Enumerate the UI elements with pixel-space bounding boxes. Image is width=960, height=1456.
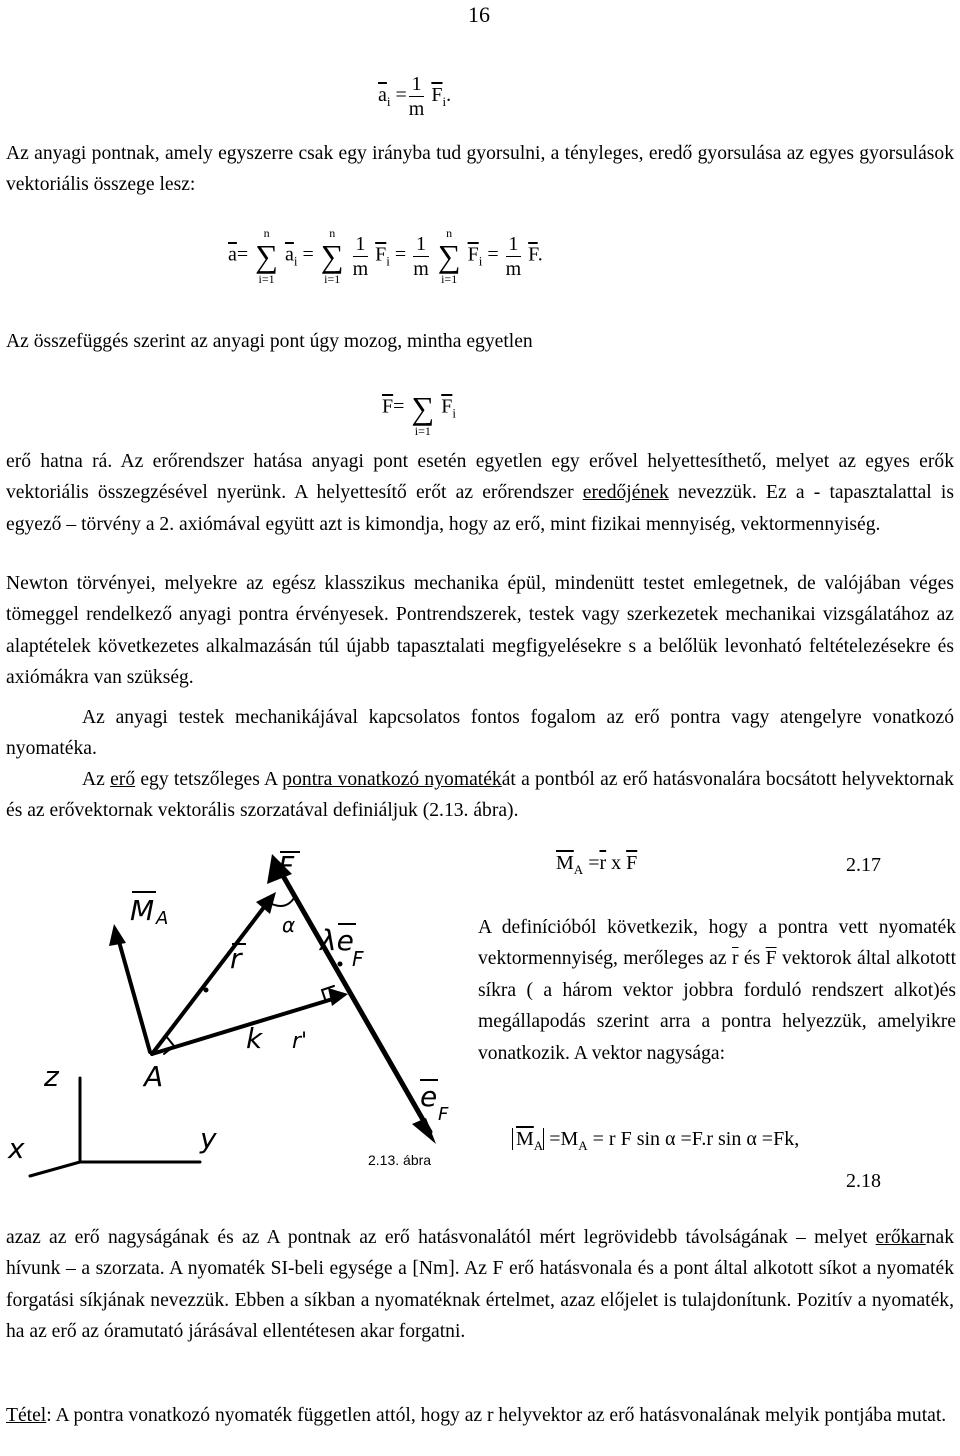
label-A: A: [144, 1060, 164, 1093]
unit-vector-arrowhead: [412, 1118, 436, 1144]
label-e-F-sub: F: [438, 1104, 449, 1125]
label-x: x: [8, 1132, 25, 1165]
equation-number-2-18: 2.18: [846, 1170, 881, 1192]
equation-resultant-force: $\overline{F}=$ ∑ i=1 $\overline{F}_i$: [382, 390, 456, 438]
label-r: r: [230, 942, 242, 975]
equation-2-18: $\overline{M}_A =M_A = r$ F sin α =F.r sin α =Fk,: [512, 1128, 799, 1154]
force-line: [282, 874, 430, 1132]
r-prime-arrowhead: [328, 988, 348, 1006]
paragraph-theorem: Tétel: A pontra vonatkozó nyomaték független attól, hogy az r helyvektor az erő hatásvonalának melyik pontjába mutat.: [6, 1405, 947, 1426]
paragraph-newton-laws: Newton törvényei, melyekre az egész klasszikus mechanika épül, mindenütt testet emlegetnek, de valójában véges tömeggel rendelkező anyagi pontra érvényesek. Pontrendszerek, testek vagy szerkezetek mechanikai vizsgálatához az alaptételek következetes alkalmazásán túl újabb tapasztalati megfigyelésekre s a belőlük levonható feltételezésekre és axiómákra van szükség.: [6, 573, 954, 688]
moment-vector: [118, 938, 150, 1052]
label-F: F: [278, 850, 295, 883]
equation-2-17: $\overline{M}_A =\overline{r}$ x $\overline{F}$: [556, 852, 638, 877]
figure-caption: 2.13. ábra: [368, 1152, 432, 1168]
dot-1: [204, 988, 208, 992]
alpha-arc: [272, 898, 294, 906]
page-number: 16: [468, 2, 490, 27]
label-lambda-F-sub: F: [352, 947, 364, 971]
position-vector-r-prime: [152, 998, 336, 1054]
paragraph-resultant-acceleration: Az anyagi pontnak, amely egyszerre csak egy irányba tud gyorsulni, a tényleges, eredő gyorsulása az egyes gyorsulások vektoriális összege lesz:: [6, 143, 954, 196]
equation-acceleration-sum: $\overline{a}=$ n ∑ i=1 $\overline{a}_i$ = n ∑ i=1 $\frac{1}{m}$ $\overline{F}_i$ = $\frac{1}{m}$ n ∑ i=1 $\overline{F}_i$ = $\frac{1}{m}$ $\overline{F}$.: [228, 226, 543, 286]
label-e: e: [420, 1080, 438, 1113]
paragraph-moment-concept: Az anyagi testek mechanikájával kapcsolatos fontos fogalom az erő pontra vagy atengelyre vonatkozó nyomatéka.: [6, 707, 954, 760]
label-MA: M: [130, 894, 155, 927]
dot-2: [338, 962, 342, 966]
label-z: z: [44, 1060, 59, 1093]
x-axis: [30, 1162, 80, 1176]
paragraph-moment-properties: A definícióból következik, hogy a pontra vett nyomaték vektormennyiség, merőleges az $\overline{r}$ és $\overline{F}$ vektorok által alkotott síkra ( a három vektor jobbra forduló rendszert alkot)és megállapodás szerint arra a pontra helyezzük, amelyikre vonatkozik. A vektor nagysága:: [478, 917, 957, 1064]
moment-arrowhead: [109, 924, 126, 946]
paragraph-moment-arm: azaz az erő nagyságának és az A pontnak az erő hatásvonalától mért legrövidebb távolságának – melyet erőkarnak hívunk – a szorzata. A nyomaték SI-beli egysége a [Nm]. Az F erő hatásvonala és a pont által alkotott síkot a nyomaték forgatási síkjának nevezzük. Ebben a síkban a nyomatéknak értelmet, azaz előjelet is tulajdonítunk. Pozitív a nyomaték, ha az erő az óramutató járásával ellentétesen akar forgatni.: [6, 1227, 954, 1342]
paragraph-moment-definition: Az erő egy tetszőleges A pontra vonatkozó nyomatékát a pontból az erő hatásvonalára bocsátott helyvektornak és az erővektornak vektorális szorzatával definiáljuk (2.13. ábra).: [6, 769, 954, 822]
figure-moment-diagram: [0, 840, 470, 1180]
label-r-prime: r': [292, 1029, 308, 1054]
label-lambda-e: λe: [320, 924, 354, 957]
paragraph-force-system: erő hatna rá. Az erőrendszer hatása anyagi pont esetén egyetlen egy erővel helyettesíthető, melyet az egyes erők vektoriális összegzésével nyerünk. A helyettesítő erőt az erőrendszer eredőjének nevezzük. Ez a - tapasztalattal is egyező – törvény a 2. axiómával együtt azt is kimondja, hogy az erő, mint fizikai mennyiség, vektormennyiség.: [6, 451, 955, 535]
label-MA-sub: A: [156, 908, 169, 929]
label-y: y: [200, 1122, 217, 1155]
paragraph-single-force: Az összefüggés szerint az anyagi pont úgy mozog, mintha egyetlen: [6, 331, 533, 352]
label-alpha: α: [282, 913, 296, 937]
equation-acceleration-i: $\overline{a}_i$ = $\frac{1}{m}$ $\overline{F}_i$.: [378, 73, 452, 120]
label-k: k: [246, 1022, 263, 1055]
equation-number-2-17: 2.17: [846, 854, 881, 876]
